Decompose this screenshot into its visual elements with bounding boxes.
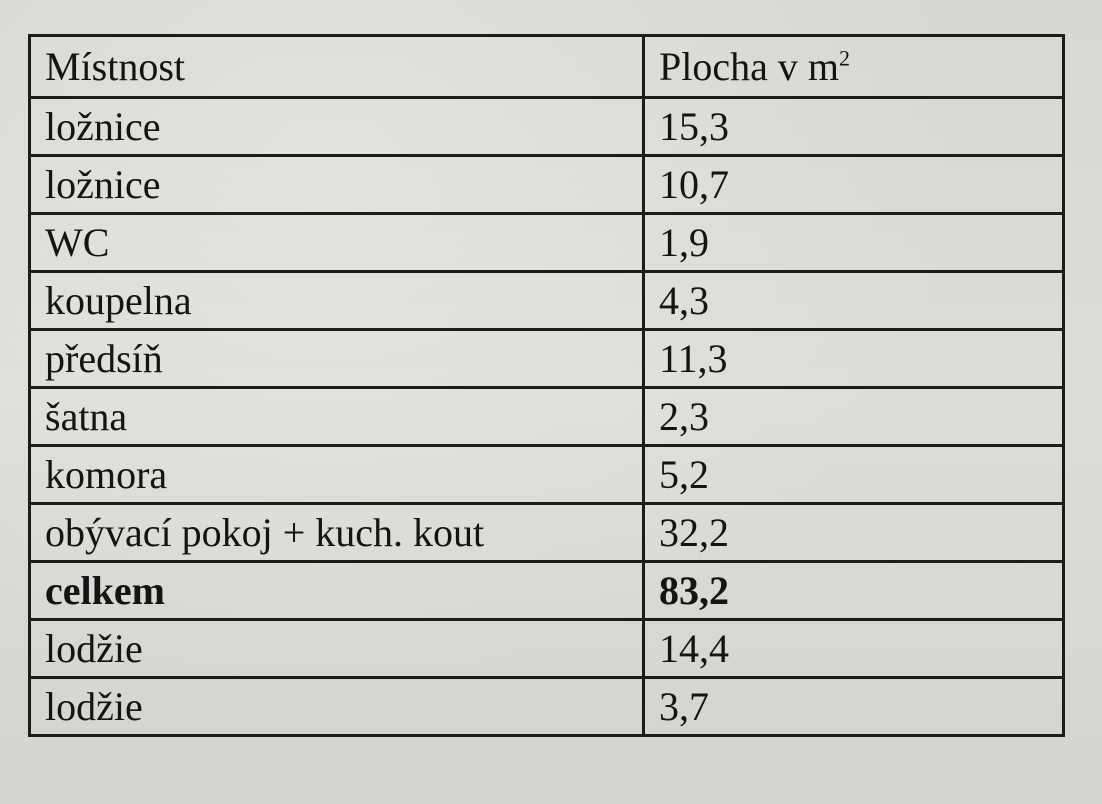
table-row — [30, 620, 1064, 678]
room-cell: komora — [30, 446, 644, 504]
header-area-exponent: 2 — [838, 45, 850, 71]
area-cell: 3,7 — [644, 678, 1064, 736]
table-row — [30, 214, 1064, 272]
area-cell: 1,9 — [644, 214, 1064, 272]
room-cell: lodžie — [30, 678, 644, 736]
table-row — [30, 98, 1064, 156]
room-cell: obývací pokoj + kuch. kout — [30, 504, 644, 562]
area-cell: 32,2 — [644, 504, 1064, 562]
table-row — [30, 388, 1064, 446]
table-row — [30, 330, 1064, 388]
total-label: celkem — [30, 562, 644, 620]
room-cell: ložnice — [30, 156, 644, 214]
room-cell: koupelna — [30, 272, 644, 330]
area-cell: 5,2 — [644, 446, 1064, 504]
area-cell: 11,3 — [644, 330, 1064, 388]
room-cell: WC — [30, 214, 644, 272]
room-area-table — [28, 34, 1065, 737]
table-row — [30, 156, 1064, 214]
table-row — [30, 272, 1064, 330]
room-cell: předsíň — [30, 330, 644, 388]
table-row — [30, 678, 1064, 736]
room-cell: lodžie — [30, 620, 644, 678]
area-cell: 2,3 — [644, 388, 1064, 446]
total-row — [30, 562, 1064, 620]
area-cell: 4,3 — [644, 272, 1064, 330]
table-header-row — [30, 36, 1064, 98]
table-row — [30, 504, 1064, 562]
area-cell: 10,7 — [644, 156, 1064, 214]
area-cell: 14,4 — [644, 620, 1064, 678]
total-area: 83,2 — [644, 562, 1064, 620]
header-room: Místnost — [30, 36, 644, 98]
area-cell: 15,3 — [644, 98, 1064, 156]
header-area-label: Plocha v m — [659, 43, 839, 89]
room-cell: šatna — [30, 388, 644, 446]
table-row — [30, 446, 1064, 504]
room-cell: ložnice — [30, 98, 644, 156]
header-area — [644, 36, 1064, 98]
